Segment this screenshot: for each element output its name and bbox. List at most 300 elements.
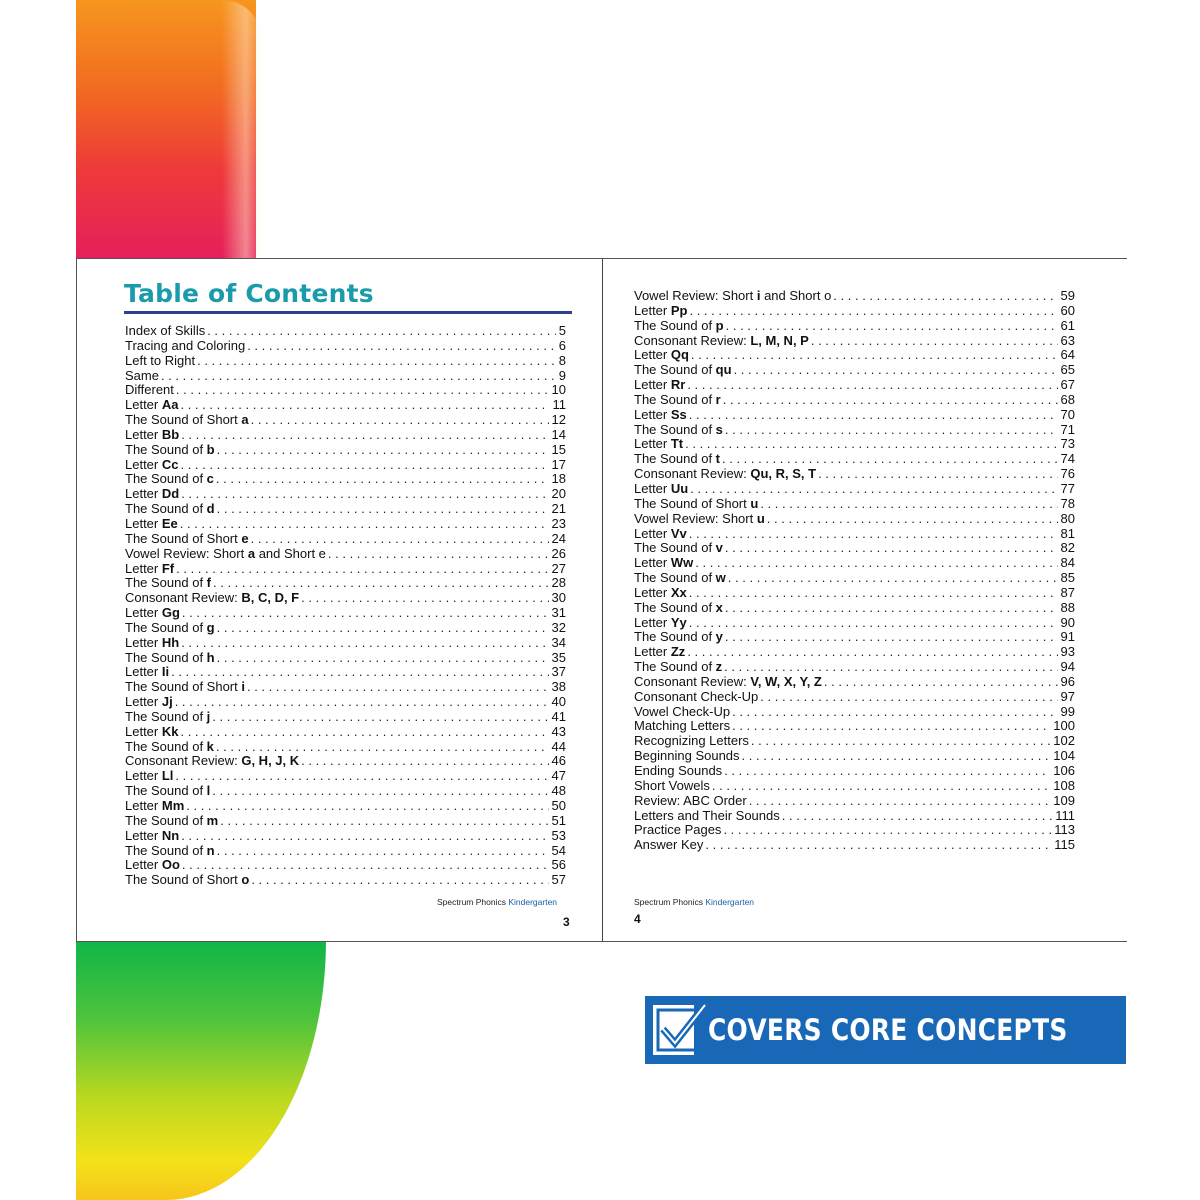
toc-entry-page: 27 (551, 561, 566, 576)
toc-entry-text: Tracing and Coloring (125, 338, 246, 353)
toc-entry-label (634, 378, 685, 393)
toc-entry-text: The Sound of (125, 576, 207, 591)
toc-entry (634, 586, 1075, 601)
dot-leader (687, 586, 1058, 601)
toc-entry-text: The Sound of (634, 660, 716, 675)
toc-entry-page: 87 (1060, 585, 1075, 600)
toc-entry-text: The Sound of Short (125, 413, 242, 428)
toc-entry-page: 64 (1060, 348, 1075, 363)
toc-entry-label (634, 630, 723, 645)
toc-entry-letter: f (206, 576, 212, 591)
toc-entry-text: The Sound of (125, 502, 207, 517)
toc-entry-letter: u (750, 496, 759, 511)
toc-entry (634, 289, 1075, 304)
toc-entry-letter: Ii (161, 665, 170, 680)
toc-entry-page: 38 (551, 680, 566, 695)
toc-entry (634, 482, 1075, 497)
dot-leader (179, 636, 548, 651)
toc-entry-page: 99 (1060, 704, 1075, 719)
toc-entry-label (634, 719, 730, 734)
toc-entry-label (125, 636, 179, 651)
toc-entry-text: The Sound of (125, 620, 207, 635)
toc-entry-text: The Sound of (125, 784, 207, 799)
toc-entry-page: 81 (1060, 526, 1075, 541)
toc-entry-page: 102 (1053, 734, 1075, 749)
toc-entry-page: 12 (551, 413, 566, 428)
toc-entry (125, 814, 566, 829)
toc-entry (634, 690, 1075, 705)
toc-entry-text: Consonant Review: (634, 674, 751, 689)
dot-leader (218, 814, 548, 829)
toc-entry-label (125, 472, 214, 487)
dot-leader (687, 304, 1057, 319)
toc-entry-text: Letter (125, 665, 162, 680)
toc-entry-text: The Sound of (125, 650, 207, 665)
toc-entry (634, 705, 1075, 720)
toc-entry-text: Same (125, 368, 159, 383)
toc-entry (125, 428, 566, 443)
toc-entry-letter: a (241, 413, 249, 428)
toc-entry-text: The Sound of (634, 541, 716, 556)
toc-entry-label (634, 497, 758, 512)
toc-entry-page: 21 (551, 502, 566, 517)
toc-entry-letter: g (206, 620, 215, 635)
dot-leader (326, 547, 549, 562)
toc-entry-letter: z (715, 660, 723, 675)
toc-entry-text: Consonant Review: (634, 333, 751, 348)
toc-entry-label (634, 794, 747, 809)
toc-entry-text-suffix: and Short e (255, 546, 326, 561)
toc-entry-text: Vowel Review: Short (634, 289, 757, 303)
toc-entry (634, 660, 1075, 675)
toc-entry-letter: Zz (670, 645, 686, 660)
dot-leader (689, 348, 1058, 363)
toc-entry-page: 34 (551, 635, 566, 650)
toc-entry-label (634, 645, 685, 660)
dot-leader (215, 502, 549, 517)
dot-leader (245, 680, 549, 695)
toc-entry (125, 710, 566, 725)
toc-entry-letter: Gg (161, 606, 180, 621)
toc-entry-text: The Sound of (634, 630, 716, 645)
toc-entry-text: Letter (125, 799, 162, 813)
toc-entry-label (634, 601, 723, 616)
toc-entry (634, 779, 1075, 794)
footer-series: Spectrum Phonics (634, 897, 703, 907)
toc-entry-label (125, 413, 249, 428)
toc-entry-letter: Ll (161, 769, 174, 784)
toc-entry-label (634, 616, 687, 631)
dot-leader (740, 749, 1051, 764)
toc-entry-letter: o (241, 873, 250, 888)
toc-entry-label (125, 517, 178, 532)
toc-entry-text: The Sound of (634, 363, 716, 378)
toc-entry-page: 28 (551, 576, 566, 591)
toc-entry (634, 749, 1075, 764)
toc-entry-letter: j (206, 709, 211, 724)
toc-entry-label (634, 660, 722, 675)
toc-entry-page: 59 (1060, 289, 1075, 303)
toc-entry (125, 369, 566, 384)
toc-entry-text: Letter (125, 635, 162, 650)
dot-leader (758, 497, 1057, 512)
toc-entry-letter: Yy (670, 615, 687, 630)
toc-entry-page: 20 (551, 487, 566, 502)
toc-entry-text: Consonant Check-Up (634, 689, 759, 704)
toc-entry-text: Letter (125, 858, 162, 873)
toc-entry-label (634, 408, 687, 423)
dot-leader (214, 740, 549, 755)
dot-leader (210, 784, 548, 799)
badge-text: COVERS CORE CONCEPTS (707, 1013, 1068, 1047)
toc-entry (125, 383, 566, 398)
toc-entry-letter: w (715, 571, 726, 586)
toc-entry-page: 77 (1060, 481, 1075, 496)
toc-entry-text: Answer Key (634, 838, 704, 853)
toc-entry-letter: x (715, 600, 723, 615)
toc-entry (634, 512, 1075, 527)
toc-entry-letter: V, W, X, Y, Z (750, 674, 822, 689)
toc-entry-text: Letter (125, 561, 162, 576)
toc-entry-text: Letter (125, 398, 162, 413)
toc-entry (634, 437, 1075, 452)
toc-entry-letter: n (206, 843, 215, 858)
toc-entry-letter: e (241, 531, 249, 546)
toc-entry-letter: G, H, J, K (241, 754, 300, 769)
toc-entry-text-suffix: and Short o (760, 289, 832, 303)
toc-entry (125, 443, 566, 458)
toc-entry-page: 54 (551, 843, 566, 858)
toc-entry-text: Consonant Review: (634, 467, 751, 482)
toc-entry-label (634, 512, 765, 527)
toc-entry (634, 838, 1075, 853)
decorative-color-stripe-top (76, 0, 256, 260)
dot-leader (178, 398, 549, 413)
toc-entry-label (125, 710, 210, 725)
toc-entry-letter: u (756, 511, 765, 526)
toc-entry-page: 80 (1060, 511, 1075, 526)
toc-entry-letter: Qq (670, 348, 689, 363)
right-page (603, 259, 1127, 941)
toc-entry-page: 106 (1053, 764, 1075, 778)
toc-entry-text: The Sound of (125, 739, 207, 754)
toc-entry-label (634, 482, 688, 497)
toc-entry-page: 53 (551, 828, 566, 843)
toc-entry (634, 616, 1075, 631)
dot-leader (178, 458, 548, 473)
toc-entry-page: 82 (1060, 541, 1075, 556)
toc-entry (634, 363, 1075, 378)
toc-entry-label (634, 556, 693, 571)
toc-entry-letter: Vv (670, 526, 687, 541)
toc-entry-label (634, 467, 816, 482)
toc-entry-page: 68 (1060, 392, 1075, 407)
toc-entry-page: 104 (1053, 749, 1075, 764)
toc-entry-page: 24 (551, 531, 566, 546)
toc-entry-label (634, 527, 687, 542)
toc-entry-text: The Sound of Short (125, 680, 242, 695)
dot-leader (159, 369, 556, 384)
toc-entry (125, 502, 566, 517)
dot-leader (720, 452, 1058, 467)
toc-entry (125, 680, 566, 695)
toc-entry (125, 458, 566, 473)
toc-entry-letter: Aa (161, 398, 179, 413)
toc-entry-label (125, 740, 214, 755)
toc-entry-text: Letter (125, 457, 162, 472)
dot-leader (180, 606, 549, 621)
toc-entry-label (125, 844, 215, 859)
toc-entry-letter: s (715, 422, 723, 437)
toc-entry-letter: Ff (161, 561, 175, 576)
dot-leader (730, 719, 1050, 734)
decorative-color-stripe-bottom (76, 940, 326, 1200)
dot-leader (687, 616, 1058, 631)
toc-entry-page: 113 (1054, 823, 1075, 838)
toc-entry-page: 115 (1054, 838, 1075, 853)
dot-leader (809, 334, 1058, 349)
toc-entry-page: 60 (1060, 303, 1075, 318)
toc-entry-text: Letter (634, 526, 671, 541)
toc-entry-letter: Xx (670, 585, 687, 600)
toc-entry-text: Letter (125, 487, 162, 502)
toc-entry-label (125, 502, 215, 517)
toc-entry-page: 47 (551, 769, 566, 784)
toc-entry-label (634, 289, 831, 304)
toc-entry-label (634, 586, 687, 601)
toc-entry-text: The Sound of (125, 843, 207, 858)
toc-entry-text: Letter (634, 585, 671, 600)
toc-entry-letter: c (206, 472, 214, 487)
toc-entry-text: Letter (125, 695, 162, 710)
toc-entry-letter: r (715, 392, 721, 407)
toc-entry-text: Letter (634, 645, 671, 660)
dot-leader (249, 413, 549, 428)
toc-entry-letter: a (247, 546, 256, 561)
toc-entry-page: 109 (1053, 793, 1075, 808)
toc-entry-page: 14 (551, 427, 566, 442)
toc-entry-letter: Ww (670, 556, 694, 571)
dot-leader (831, 289, 1057, 304)
dot-leader (178, 517, 549, 532)
toc-entry-letter: Rr (670, 378, 686, 393)
toc-entry-page: 100 (1053, 719, 1075, 734)
page-footer-left (437, 897, 557, 907)
toc-entry-letter: Bb (161, 427, 180, 442)
toc-entry-text: Vowel Review: Short (125, 546, 248, 561)
toc-entry-label (125, 339, 245, 354)
toc-entry-text: Letter (634, 378, 671, 393)
toc-entry-text: Letter (125, 724, 162, 739)
toc-entry (125, 591, 566, 606)
toc-entry-text: Review: ABC Order (634, 793, 747, 808)
dot-leader (249, 532, 549, 547)
toc-entry (125, 621, 566, 636)
toc-entry-page: 5 (558, 324, 566, 338)
dot-leader (780, 809, 1052, 824)
toc-entry-text: Letter (125, 769, 162, 784)
dot-leader (299, 754, 548, 769)
toc-entry-text: Left to Right (125, 353, 196, 368)
dot-leader (687, 408, 1058, 423)
toc-entry-page: 41 (551, 709, 566, 724)
dot-leader (173, 769, 548, 784)
footer-grade: Kindergarten (508, 897, 558, 907)
dot-leader (726, 571, 1058, 586)
dot-leader (174, 383, 549, 398)
toc-entry-text: Letter (634, 303, 671, 318)
toc-entry-text: Short Vowels (634, 778, 710, 793)
toc-entry-label (125, 398, 178, 413)
toc-entry-page: 32 (551, 620, 566, 635)
dot-leader (721, 823, 1051, 838)
toc-entry (634, 675, 1075, 690)
toc-entry-letter: B, C, D, F (241, 591, 300, 606)
dot-leader (723, 630, 1058, 645)
toc-entry-letter: Ss (670, 407, 687, 422)
dot-leader (215, 443, 549, 458)
dot-leader (687, 527, 1058, 542)
toc-entry-letter: i (756, 289, 761, 303)
dot-leader (173, 695, 549, 710)
toc-entry (125, 844, 566, 859)
toc-entry (125, 472, 566, 487)
toc-entry-letter: Mm (161, 799, 185, 813)
dot-leader (178, 725, 548, 740)
toc-entry (125, 769, 566, 784)
toc-entry-letter: Ee (161, 516, 178, 531)
toc-entry (125, 873, 566, 888)
toc-entry-label (634, 541, 723, 556)
toc-entry-letter: Hh (161, 635, 180, 650)
toc-entry-page: 9 (558, 368, 566, 383)
dot-leader (299, 591, 548, 606)
page-number-left: 3 (563, 915, 570, 929)
dot-leader (816, 467, 1057, 482)
dot-leader (211, 576, 549, 591)
dot-leader (703, 838, 1051, 853)
toc-entry-label (634, 348, 689, 363)
toc-entry-page: 15 (551, 442, 566, 457)
dot-leader (215, 651, 549, 666)
toc-entry-text: Letter (125, 516, 162, 531)
dot-leader (195, 354, 556, 369)
toc-entry (125, 339, 566, 354)
toc-entry-text: Vowel Review: Short (634, 511, 757, 526)
dot-leader (179, 487, 548, 502)
toc-entry (634, 452, 1075, 467)
toc-entry (125, 725, 566, 740)
toc-entry-letter: t (715, 452, 721, 467)
toc-list-right (634, 289, 1075, 853)
toc-entry-text: The Sound of (634, 452, 716, 467)
toc-entry-text: Letter (125, 828, 162, 843)
footer-grade: Kindergarten (705, 897, 755, 907)
toc-entry (634, 823, 1075, 838)
toc-entry-page: 6 (558, 338, 566, 353)
toc-entry-text: Letter (634, 348, 671, 363)
toc-entry-text: Letters and Their Sounds (634, 808, 780, 823)
title-rule (124, 311, 572, 314)
toc-entry-text: The Sound of (125, 813, 207, 828)
toc-entry-page: 65 (1060, 363, 1075, 378)
toc-entry (634, 348, 1075, 363)
dot-leader (683, 437, 1057, 452)
toc-entry (125, 547, 566, 562)
toc-entry-text: The Sound of (125, 709, 207, 724)
toc-entry-letter: b (206, 442, 215, 457)
dot-leader (721, 393, 1058, 408)
toc-entry (634, 809, 1075, 824)
toc-entry-page: 37 (551, 665, 566, 680)
dot-leader (758, 690, 1057, 705)
toc-entry-page: 61 (1060, 318, 1075, 333)
toc-entry-page: 85 (1060, 571, 1075, 586)
toc-entry-label (125, 576, 211, 591)
toc-entry (125, 799, 566, 814)
toc-entry-page: 43 (551, 724, 566, 739)
toc-entry-letter: Nn (161, 828, 180, 843)
toc-entry-text: Beginning Sounds (634, 749, 740, 764)
toc-entry-text: The Sound of (125, 442, 207, 457)
toc-entry-letter: h (206, 650, 215, 665)
toc-entry (634, 719, 1075, 734)
dot-leader (174, 562, 548, 577)
dot-leader (179, 829, 548, 844)
toc-entry-text: Letter (125, 606, 162, 621)
toc-entry-page: 70 (1060, 407, 1075, 422)
dot-leader (215, 844, 549, 859)
toc-entry-label (634, 571, 726, 586)
toc-entry-page: 94 (1060, 660, 1075, 675)
toc-entry-label (125, 547, 326, 562)
toc-entry-text: Matching Letters (634, 719, 731, 734)
dot-leader (215, 621, 549, 636)
toc-entry (125, 858, 566, 873)
toc-entry (125, 784, 566, 799)
dot-leader (765, 512, 1058, 527)
toc-entry (125, 413, 566, 428)
toc-entry (634, 467, 1075, 482)
left-page (77, 259, 602, 941)
toc-entry-page: 73 (1060, 437, 1075, 452)
toc-entry-letter: Tt (670, 437, 684, 452)
dot-leader (723, 601, 1058, 616)
toc-entry-label (125, 369, 159, 384)
toc-entry-text: Letter (125, 427, 162, 442)
toc-entry (634, 527, 1075, 542)
toc-entry-label (634, 437, 683, 452)
toc-entry-text: Letter (634, 615, 671, 630)
toc-entry-page: 10 (551, 383, 566, 398)
toc-entry-label (125, 784, 210, 799)
toc-entry (125, 487, 566, 502)
toc-entry-text: Letter (634, 481, 671, 496)
dot-leader (205, 324, 556, 339)
toc-entry-letter: Dd (161, 487, 180, 502)
dot-leader (747, 794, 1051, 809)
toc-entry-label (125, 725, 178, 740)
dot-leader (169, 665, 548, 680)
toc-entry (634, 556, 1075, 571)
toc-entry-page: 74 (1060, 452, 1075, 467)
toc-entry-letter: Uu (670, 481, 689, 496)
toc-entry-page: 23 (551, 516, 566, 531)
toc-entry-label (125, 428, 179, 443)
toc-entry (634, 378, 1075, 393)
page-number-right: 4 (634, 912, 641, 926)
dot-leader (722, 660, 1057, 675)
